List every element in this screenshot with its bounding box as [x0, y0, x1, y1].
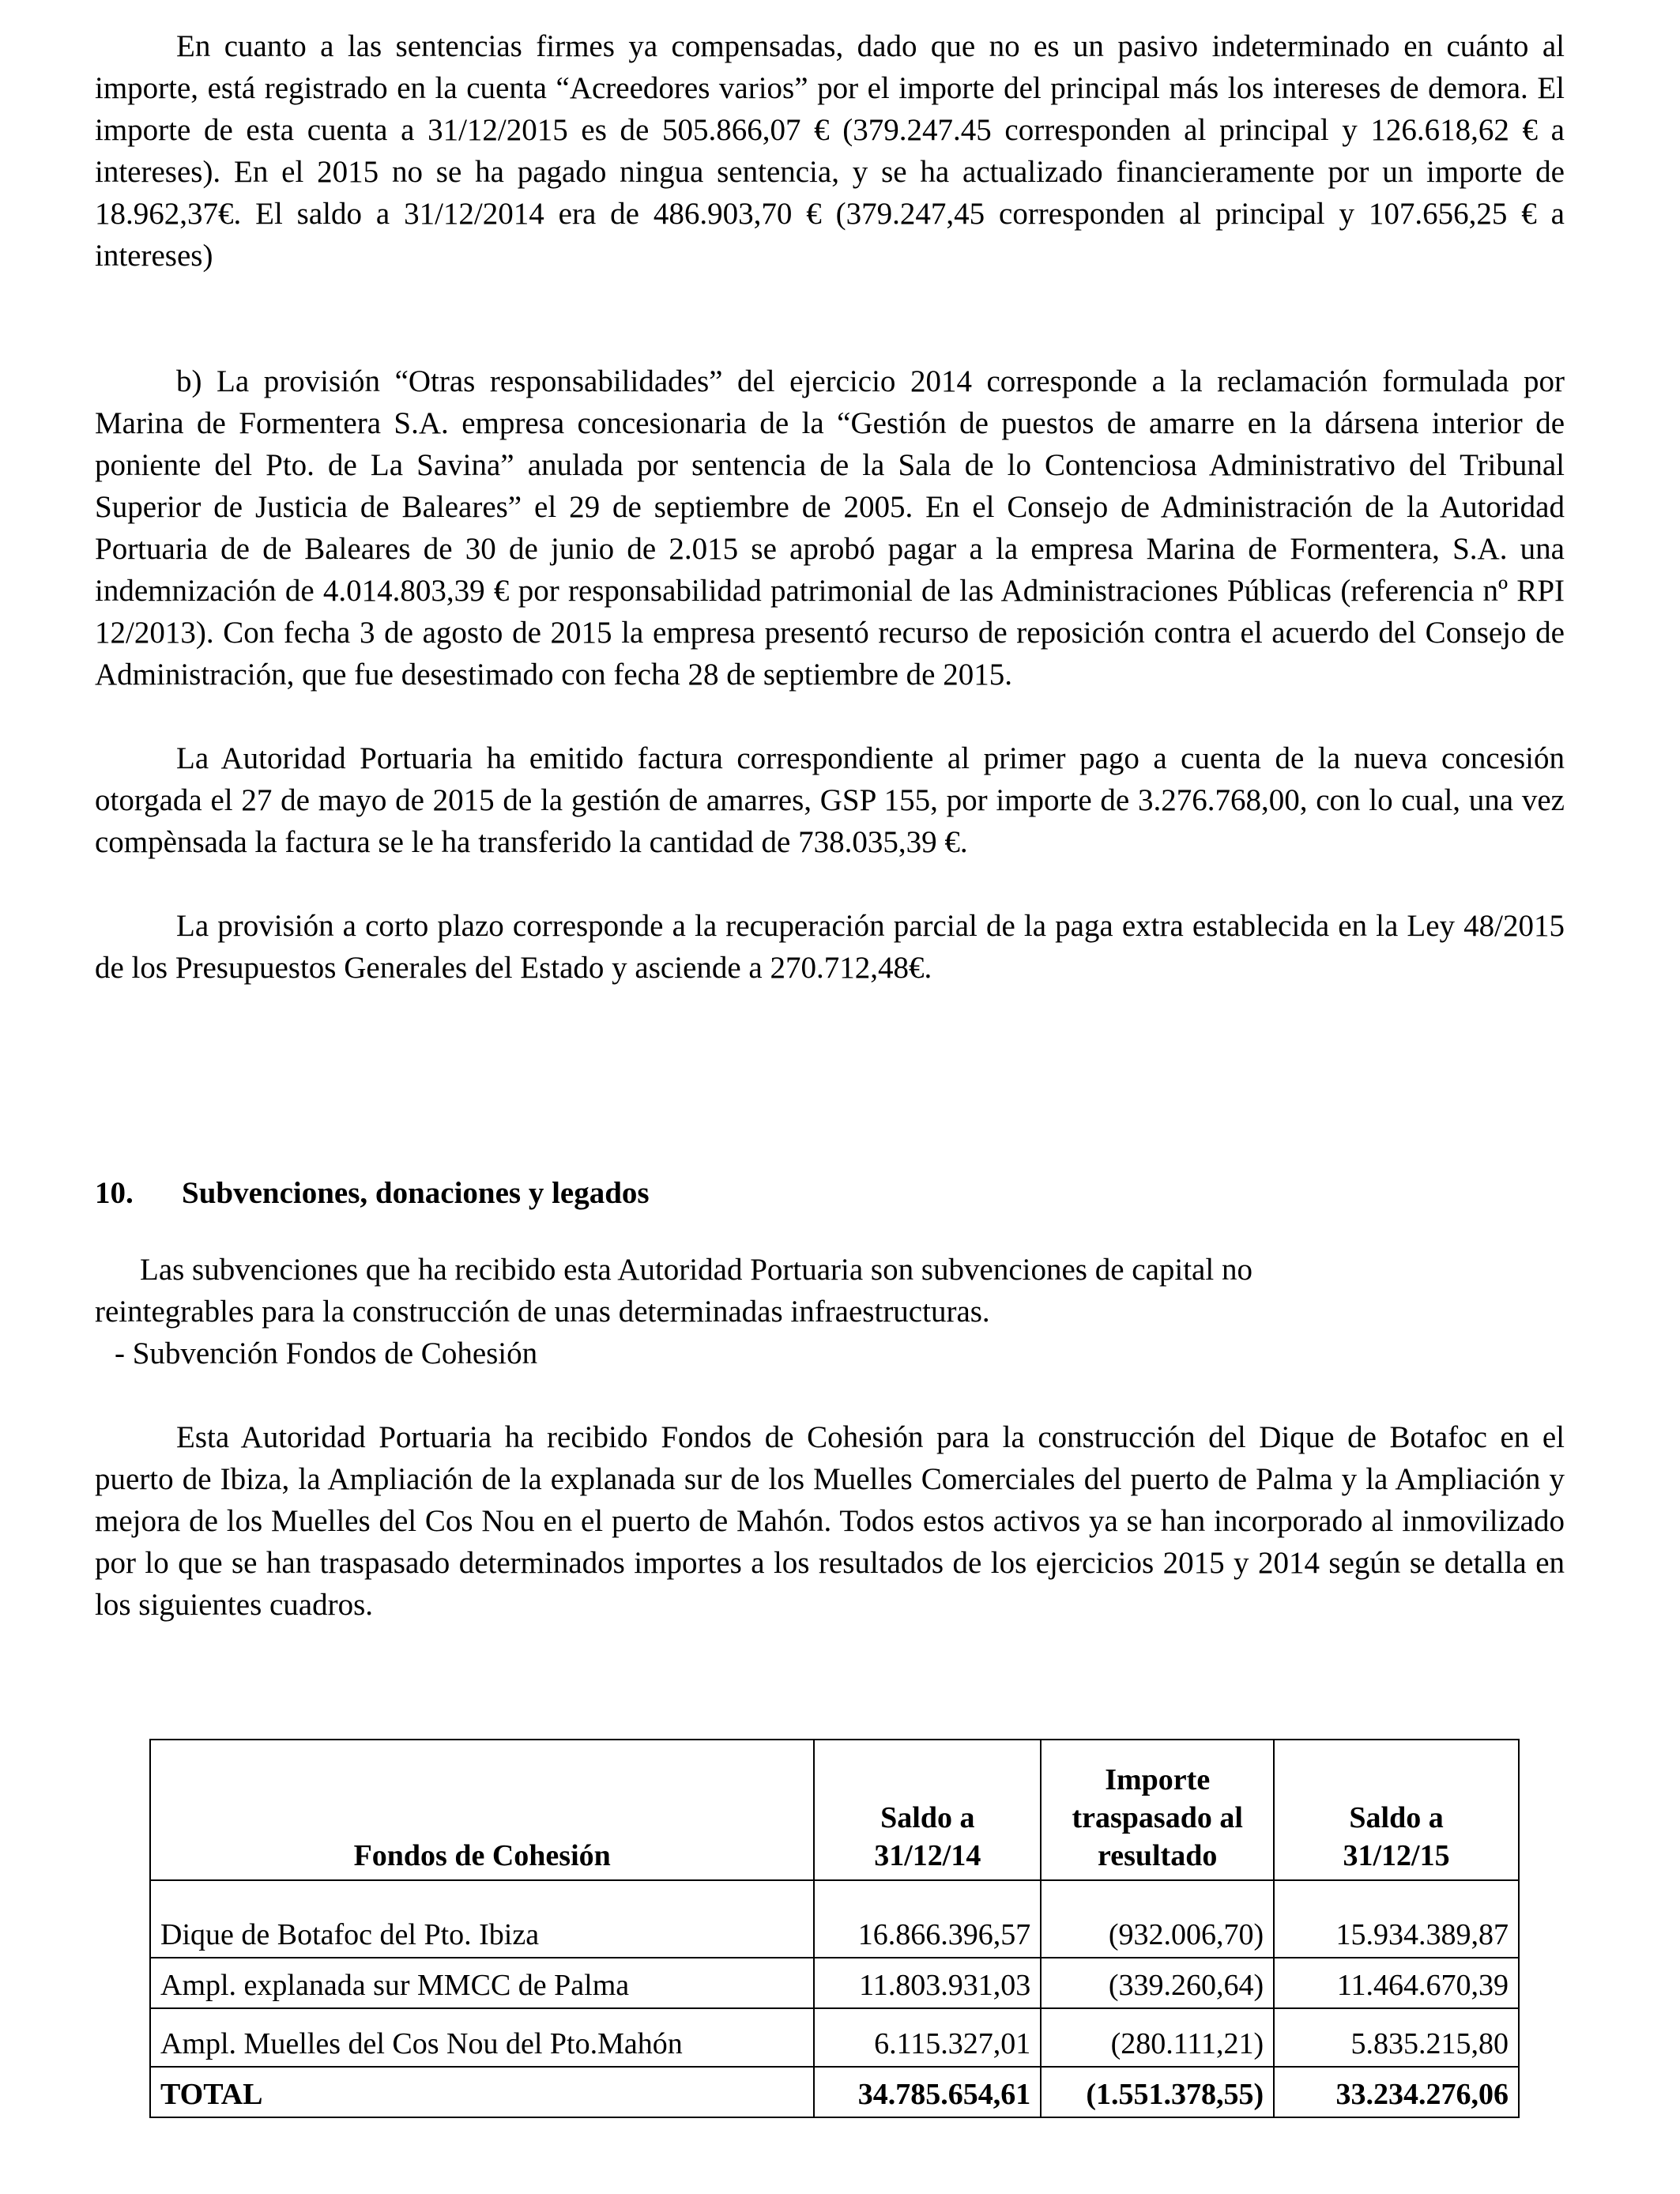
intro-line-1: Las subvenciones que ha recibido esta Autoridad Portuaria son subvenciones de capital no: [140, 1253, 1252, 1287]
row-saldo-14: 16.866.396,57: [814, 1880, 1041, 1958]
row-saldo-14: 11.803.931,03: [814, 1958, 1041, 2008]
header-saldo-14: [814, 1740, 1041, 1880]
section-heading: [95, 1172, 1565, 1214]
row-traspasado: (339.260,64): [1041, 1958, 1274, 2008]
row-traspasado: (280.111,21): [1041, 2008, 1274, 2067]
fondos-cohesion-table: [149, 1739, 1520, 2118]
intro-line-2: reintegrables para la construcción de unas determinadas infraestructuras.: [95, 1295, 990, 1329]
row-name: Ampl. Muelles del Cos Nou del Pto.Mahón: [150, 2008, 814, 2067]
row-traspasado: (932.006,70): [1041, 1880, 1274, 1958]
total-saldo-14: 34.785.654,61: [814, 2067, 1041, 2117]
header-traspasado-line2: traspasado al: [1072, 1801, 1243, 1834]
bullet-fondos-cohesion: - Subvención Fondos de Cohesión: [115, 1336, 538, 1370]
paragraph-fondos-cohesion: Esta Autoridad Portuaria ha recibido Fondos de Cohesión para la construcción del Dique de Botafoc en el puerto de Ibiza, la Ampliación de la explanada sur de los Muelles Comerciales del puerto de Palma y la Ampliación y mejora de los Muelles del Cos Nou en el puerto de Mahón. Todos estos activos ya se han incorporado al inmovilizado por lo que se han traspasado determinados importes a los resultados de los ejercicios 2015 y 2014 según se detalla en los siguientes cuadros.: [95, 1420, 1565, 1622]
paragraph-provision-otras: b) La provisión “Otras responsabilidades” del ejercicio 2014 corresponde a la reclamación formulada por Marina de Formentera S.A. empresa concesionaria de la “Gestión de puestos de amarre en la dársena interior de poniente del Pto. de La Savina” anulada por sentencia de la Sala de lo Contenciosa Administrativo del Tribunal Superior de Justicia de Baleares” el 29 de septiembre de 2005. En el Consejo de Administración de la Autoridad Portuaria de de Baleares de 30 de junio de 2.015 se aprobó pagar a la empresa Marina de Formentera, S.A. una indemnización de 4.014.803,39 € por responsabilidad patrimonial de las Administraciones Públicas (referencia nº RPI 12/2013). Con fecha 3 de agosto de 2015 la empresa presentó recurso de reposición contra el acuerdo del Consejo de Administración, que fue desestimado con fecha 28 de septiembre de 2015.: [95, 364, 1565, 692]
total-traspasado: (1.551.378,55): [1041, 2067, 1274, 2117]
header-saldo-14-line2: 31/12/14: [874, 1839, 981, 1872]
header-traspasado: [1041, 1740, 1274, 1880]
table-row: [150, 1958, 1519, 2008]
header-saldo-15-line1: Saldo a: [1349, 1801, 1444, 1834]
table-row: [150, 2008, 1519, 2067]
header-traspasado-line3: resultado: [1098, 1839, 1218, 1872]
header-saldo-14-line1: Saldo a: [880, 1801, 975, 1834]
section-title: Subvenciones, donaciones y legados: [182, 1176, 650, 1210]
table-row: [150, 1880, 1519, 1958]
row-saldo-15: 15.934.389,87: [1274, 1880, 1519, 1958]
section-number: 10.: [95, 1176, 134, 1210]
row-name: Ampl. explanada sur MMCC de Palma: [150, 1958, 814, 2008]
row-name: Dique de Botafoc del Pto. Ibiza: [150, 1880, 814, 1958]
header-fondos: Fondos de Cohesión: [150, 1740, 814, 1880]
table-header-row: [150, 1740, 1519, 1880]
paragraph-provision-corto-plazo: La provisión a corto plazo corresponde a la recuperación parcial de la paga extra establecida en la Ley 48/2015 de los Presupuestos Generales del Estado y asciende a 270.712,48€.: [95, 909, 1565, 985]
paragraph-factura-concesion: La Autoridad Portuaria ha emitido factura correspondiente al primer pago a cuenta de la nueva concesión otorgada el 27 de mayo de 2015 de la gestión de amarres, GSP 155, por importe de 3.276.768,00, con lo cual, una vez compènsada la factura se le ha transferido la cantidad de 738.035,39 €.: [95, 741, 1565, 859]
row-saldo-15: 5.835.215,80: [1274, 2008, 1519, 2067]
total-saldo-15: 33.234.276,06: [1274, 2067, 1519, 2117]
header-traspasado-line1: Importe: [1105, 1763, 1211, 1796]
table-total-row: [150, 2067, 1519, 2117]
row-saldo-15: 11.464.670,39: [1274, 1958, 1519, 2008]
total-label: TOTAL: [150, 2067, 814, 2117]
header-saldo-15-line2: 31/12/15: [1343, 1839, 1450, 1872]
header-saldo-15: [1274, 1740, 1519, 1880]
paragraph-sentencias: En cuanto a las sentencias firmes ya compensadas, dado que no es un pasivo indeterminado en cuánto al importe, está registrado en la cuenta “Acreedores varios” por el importe del principal más los intereses de demora. El importe de esta cuenta a 31/12/2015 es de 505.866,07 € (379.247.45 corresponden al principal y 126.618,62 € a intereses). En el 2015 no se ha pagado ningua sentencia, y se ha actualizado financieramente por un importe de 18.962,37€. El saldo a 31/12/2014 era de 486.903,70 € (379.247,45 corresponden al principal y 107.656,25 € a intereses): [95, 29, 1565, 273]
row-saldo-14: 6.115.327,01: [814, 2008, 1041, 2067]
